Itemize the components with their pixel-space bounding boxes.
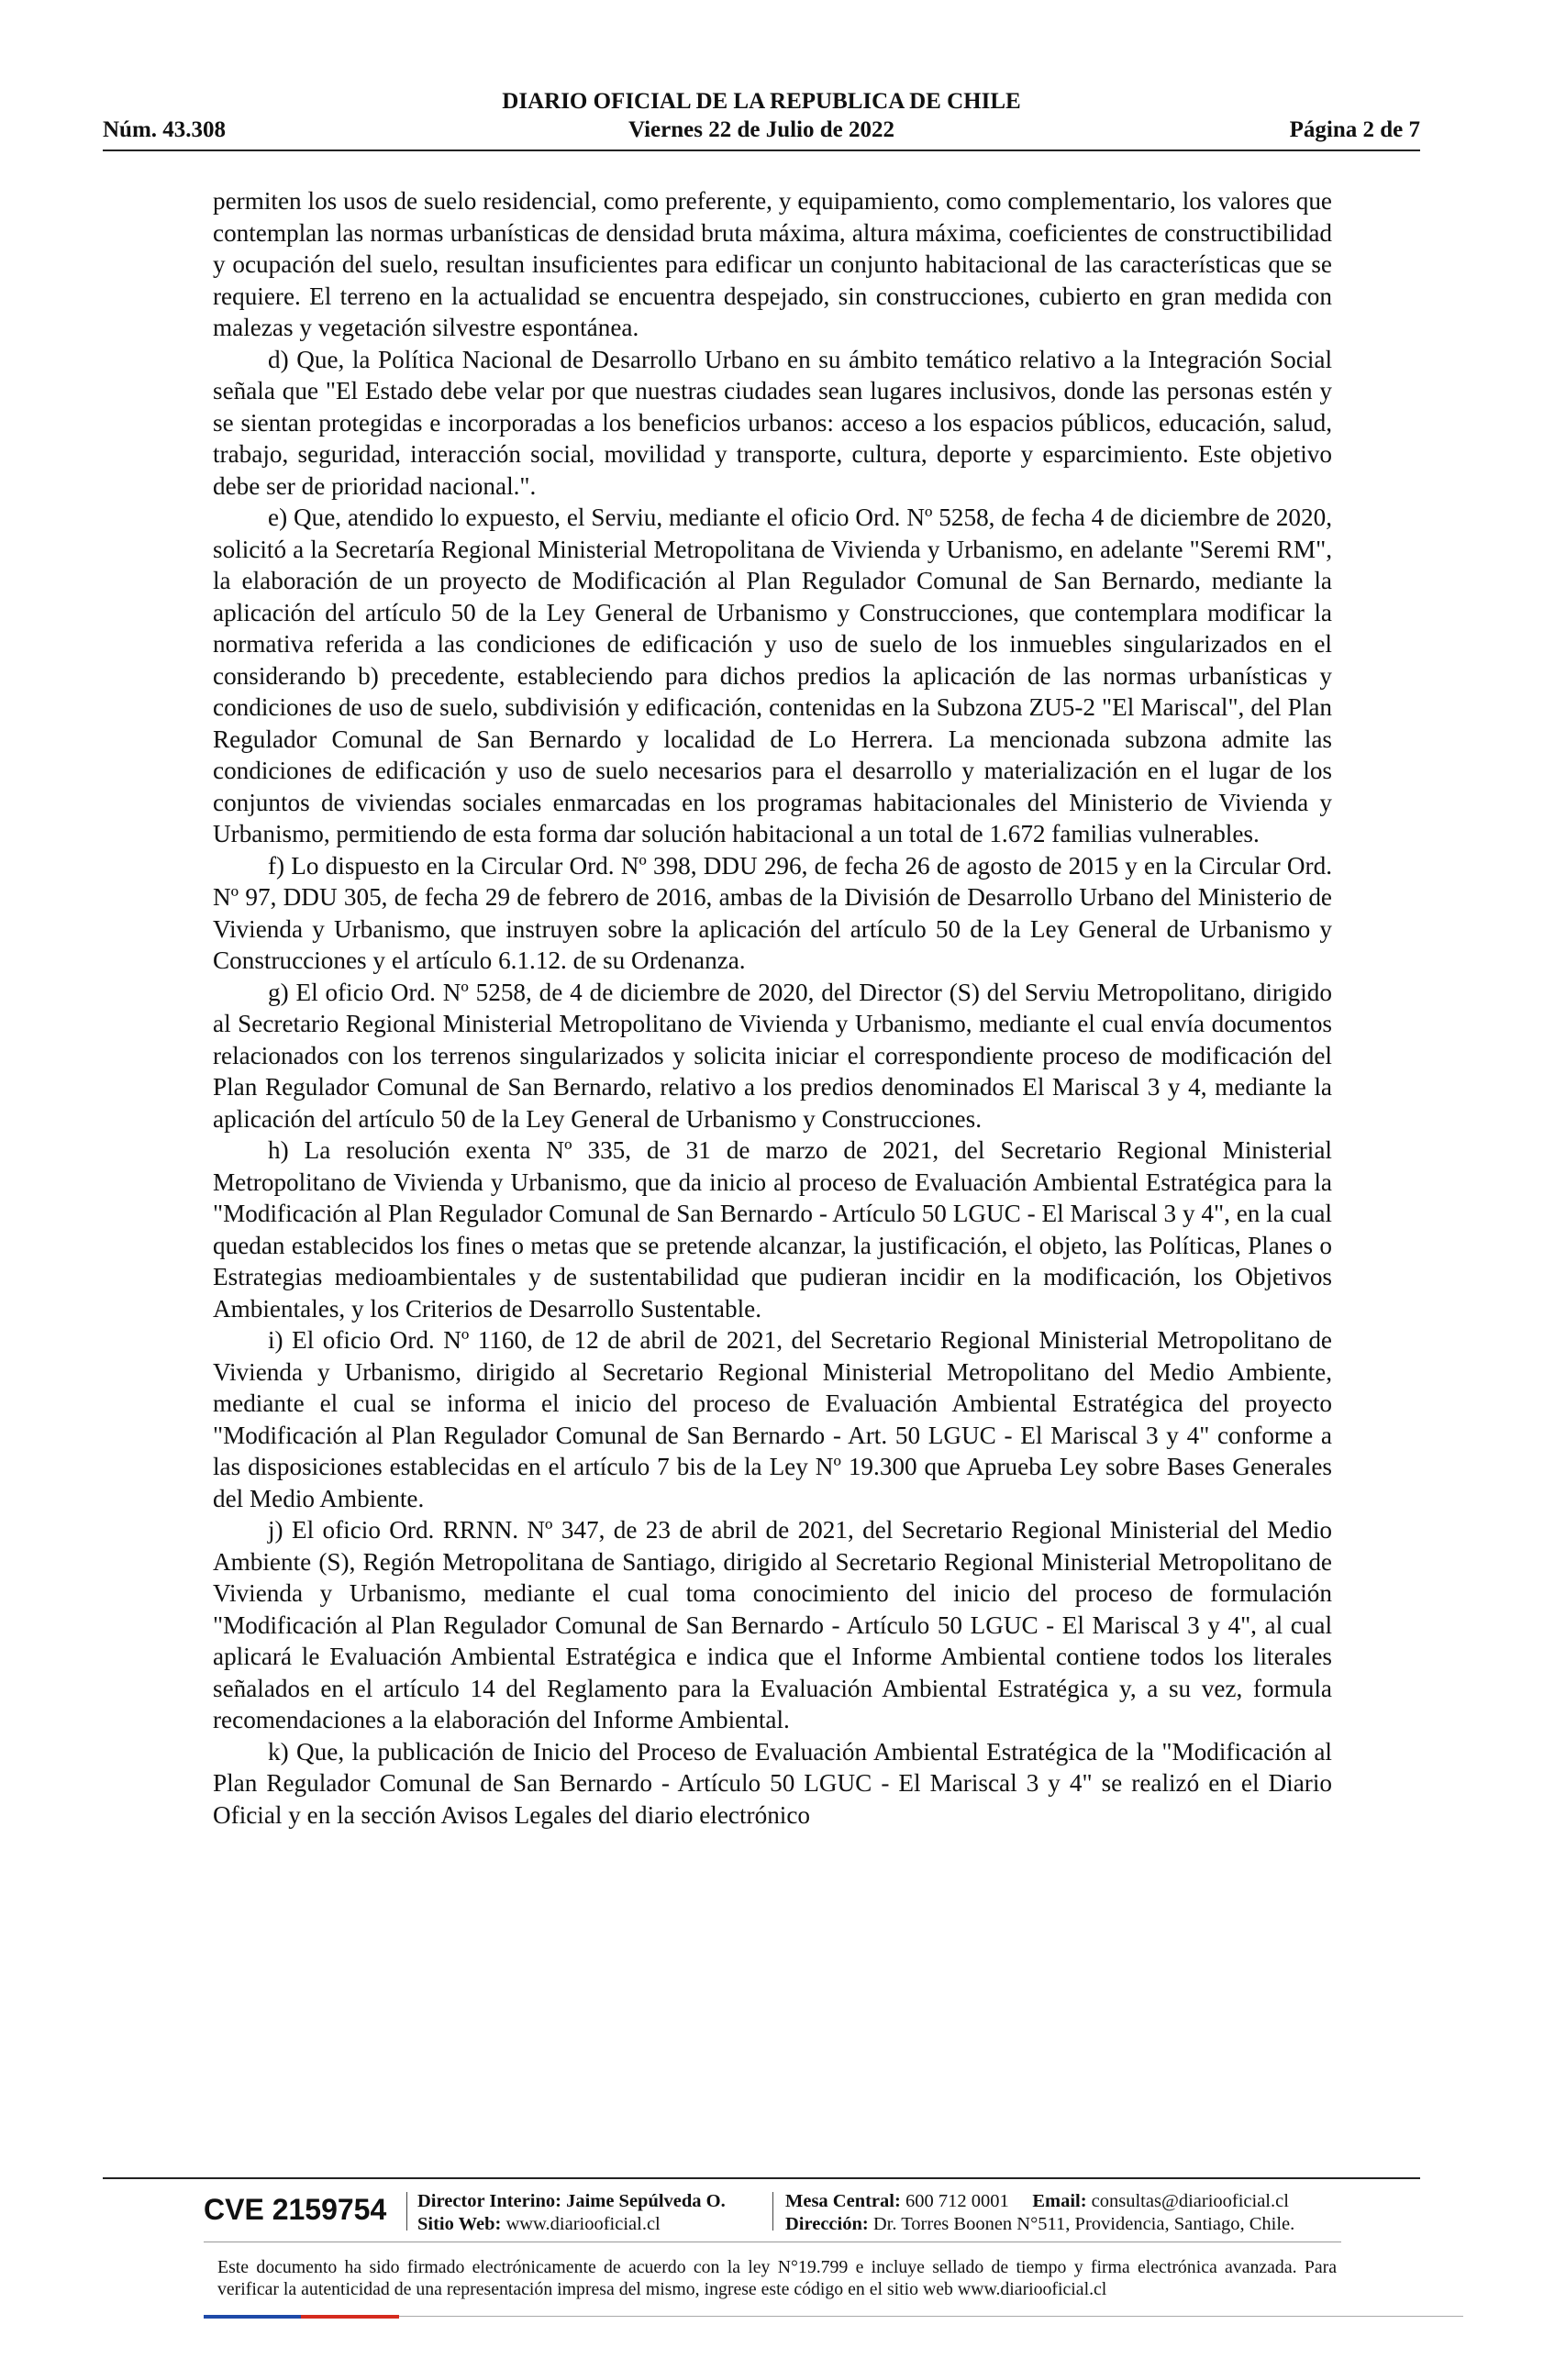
header-divider bbox=[103, 149, 1420, 151]
director-label: Director Interino: bbox=[417, 2191, 561, 2211]
paragraph-e: e) Que, atendido lo expuesto, el Serviu, mediante el oficio Ord. Nº 5258, de fecha 4 de diciembre de 2020, solicitó a la Secretaría Regional Ministerial Metropolitana de Vivienda y Urbanismo, en adelante "Seremi RM", la elaboración de un proyecto de Modificación al Plan Regulador Comunal de San Bernardo, mediante la aplicación del artículo 50 de la Ley General de Urbanismo y Construcciones, que contemplara modificar la normativa referida a las condiciones de edificación y uso de suelo de los inmuebles singularizados en el considerando b) precedente, estableciendo para dichos predios la aplicación de las normas urbanísticas y condiciones de uso de suelo, subdivisión y edificación, contenidas en la Subzona ZU5-2 "El Mariscal", del Plan Regulador Comunal de San Bernardo y localidad de Lo Herrera. La mencionada subzona admite las condiciones de edificación y uso de suelo necesarios para el desarrollo y materialización en el lugar de los conjuntos de viviendas sociales enmarcadas en los programas habitacionales del Ministerio de Vivienda y Urbanismo, permitiendo de esta forma dar solución habitacional a un total de 1.672 familias vulnerables. bbox=[213, 504, 1332, 847]
paragraph-j: j) El oficio Ord. RRNN. Nº 347, de 23 de abril de 2021, del Secretario Regional Ministerial del Medio Ambiente (S), Región Metropolitana de Santiago, dirigido al Secretario Regional Ministerial Metropolitano de Vivienda y Urbanismo, mediante el cual toma conocimiento del inicio del proceso de formulación "Modificación al Plan Regulador Comunal de San Bernardo - Artículo 50 LGUC - El Mariscal 3 y 4", al cual aplicará le Evaluación Ambiental Estratégica e indica que el Informe Ambiental contiene todos los literales señalados en el artículo 14 del Reglamento para la Evaluación Ambiental Estratégica y, a su vez, formula recomendaciones a la elaboración del Informe Ambiental. bbox=[213, 1516, 1332, 1733]
email-link[interactable]: consultas@diariooficial.cl bbox=[1091, 2191, 1289, 2211]
website-link[interactable]: www.diariooficial.cl bbox=[505, 2214, 661, 2234]
page-indicator: Página 2 de 7 bbox=[1289, 117, 1420, 142]
address-value: Dr. Torres Boonen N°511, Providencia, Santiago, Chile. bbox=[872, 2214, 1295, 2234]
address-label: Dirección: bbox=[785, 2214, 869, 2234]
paragraph-k: k) Que, la publicación de Inicio del Proceso de Evaluación Ambiental Estratégica de la "Modificación al Plan Regulador Comunal de San Bernardo - Artículo 50 LGUC - El Mariscal 3 y 4" se realizó en el Diario Oficial y en la sección Avisos Legales del diario electrónico bbox=[213, 1737, 1332, 1829]
header-meta-row bbox=[103, 116, 1420, 144]
cve-code: CVE 2159754 bbox=[204, 2193, 387, 2226]
issue-date: Viernes 22 de Julio de 2022 bbox=[628, 117, 895, 142]
issue-number: Núm. 43.308 bbox=[103, 117, 227, 142]
phone-label: Mesa Central: bbox=[785, 2191, 901, 2211]
page-header bbox=[103, 88, 1420, 149]
publication-title: DIARIO OFICIAL DE LA REPUBLICA DE CHILE bbox=[502, 89, 1021, 114]
director-name: Jaime Sepúlveda O. bbox=[566, 2191, 726, 2211]
paragraph-f: f) Lo dispuesto en la Circular Ord. Nº 398, DDU 296, de fecha 26 de agosto de 2015 y en la Circular Ord. Nº 97, DDU 305, de fecha 29 de febrero de 2016, ambas de la División de Desarrollo Urbano del Ministerio de Vivienda y Urbanismo, que instruyen sobre la aplicación del artículo 50 de la Ley General de Urbanismo y Construcciones y el artículo 6.1.12. de su Ordenanza. bbox=[213, 851, 1332, 974]
footer-director-block bbox=[417, 2190, 726, 2236]
footer-separator bbox=[772, 2192, 773, 2231]
flag-stripe-blue bbox=[204, 2315, 301, 2319]
footer-contact-block bbox=[785, 2190, 1294, 2236]
paragraph-d: d) Que, la Política Nacional de Desarrollo Urbano en su ámbito temático relativo a la Integración Social señala que "El Estado debe velar por que nuestras ciudades sean lugares inclusivos, donde las personas estén y se sientan protegidas e incorporadas a los beneficios urbanos: acceso a los espacios públicos, educación, salud, trabajo, seguridad, interacción social, movilidad y transporte, cultura, deporte y esparcimiento. Este objetivo debe ser de prioridad nacional.". bbox=[213, 345, 1332, 500]
footer-separator bbox=[406, 2192, 407, 2231]
bottom-divider bbox=[399, 2316, 1463, 2317]
email-label: Email: bbox=[1032, 2191, 1087, 2211]
website-label: Sitio Web: bbox=[417, 2214, 502, 2234]
footer-divider bbox=[103, 2177, 1420, 2179]
paragraph-continuation: permiten los usos de suelo residencial, como preferente, y equipamiento, como complementario, los valores que contemplan las normas urbanísticas de densidad bruta máxima, altura máxima, coeficientes de constructibilidad y ocupación del suelo, resultan insuficientes para edificar un conjunto habitacional de las características que se requiere. El terreno en la actualidad se encuentra despejado, sin construcciones, cubierto en gran medida con malezas y vegetación silvestre espontánea. bbox=[213, 187, 1332, 341]
signature-notice: Este documento ha sido firmado electrónicamente de acuerdo con la ley N°19.799 e incluye sellado de tiempo y firma electrónica avanzada. Para verificar la autenticidad de una representación impresa del mismo, ingrese este código en el sitio web www.diariooficial.cl bbox=[217, 2257, 1337, 2299]
document-body bbox=[213, 185, 1332, 1831]
paragraph-g: g) El oficio Ord. Nº 5258, de 4 de diciembre de 2020, del Director (S) del Serviu Metropolitano, dirigido al Secretario Regional Ministerial Metropolitano de Vivienda y Urbanismo, mediante el cual envía documentos relacionados con los terrenos singularizados y solicita iniciar el correspondiente proceso de modificación del Plan Regulador Comunal de San Bernardo, relativo a los predios denominados El Mariscal 3 y 4, mediante la aplicación del artículo 50 de la Ley General de Urbanismo y Construcciones. bbox=[213, 978, 1332, 1133]
phone-value: 600 712 0001 bbox=[905, 2191, 1009, 2211]
flag-stripe-red bbox=[301, 2315, 399, 2319]
paragraph-i: i) El oficio Ord. Nº 1160, de 12 de abril de 2021, del Secretario Regional Ministerial Metropolitano de Vivienda y Urbanismo, dirigido al Secretario Regional Ministerial Metropolitano del Medio Ambiente, mediante el cual se informa el inicio del proceso de Evaluación Ambiental Estratégica del proyecto "Modificación al Plan Regulador Comunal de San Bernardo - Art. 50 LGUC - El Mariscal 3 y 4" conforme a las disposiciones establecidas en el artículo 7 bis de la Ley Nº 19.300 que Aprueba Ley sobre Bases Generales del Medio Ambiente. bbox=[213, 1326, 1332, 1512]
paragraph-h: h) La resolución exenta Nº 335, de 31 de marzo de 2021, del Secretario Regional Ministerial Metropolitano de Vivienda y Urbanismo, que da inicio al proceso de Evaluación Ambiental Estratégica para la "Modificación al Plan Regulador Comunal de San Bernardo - Artículo 50 LGUC - El Mariscal 3 y 4", en la cual quedan establecidos los fines o metas que se pretende alcanzar, la justificación, el objeto, las Políticas, Planes o Estrategias medioambientales y de sustentabilidad que pudieran incidir en la modificación, los Objetivos Ambientales, y los Criterios de Desarrollo Sustentable. bbox=[213, 1136, 1332, 1323]
